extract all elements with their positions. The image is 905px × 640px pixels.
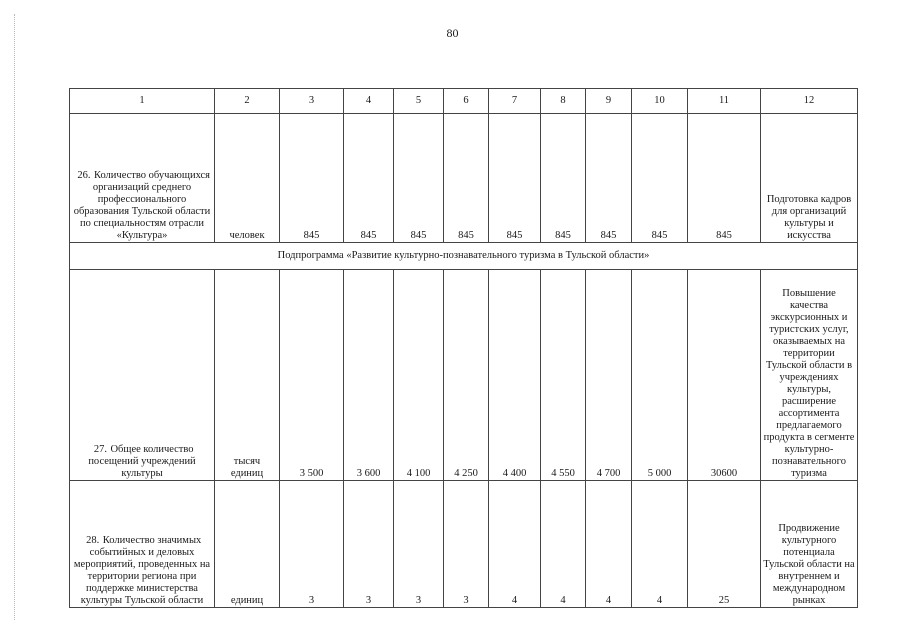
value-cell: 4 700 xyxy=(586,270,632,481)
scan-margin-line xyxy=(14,14,15,620)
expected-result-cell: Продвижение культурного потенциала Тульской области на внутреннем и международном рынках xyxy=(761,481,858,608)
indicator-name: Количество обучающихся организаций среднего профессионального образования Тульской области по специальностям отрасли «Культура» xyxy=(73,170,211,241)
value-cell: 30600 xyxy=(688,270,761,481)
table-row xyxy=(70,114,858,243)
unit-cell: человек xyxy=(215,114,280,243)
value-cell: 4 250 xyxy=(444,270,489,481)
value-cell: 845 xyxy=(632,114,688,243)
value-cell: 845 xyxy=(586,114,632,243)
column-header: 2 xyxy=(215,89,280,114)
table-row xyxy=(70,481,858,608)
value-cell: 845 xyxy=(688,114,761,243)
value-cell: 3 xyxy=(394,481,444,608)
column-header: 7 xyxy=(489,89,541,114)
value-cell: 3 xyxy=(280,481,344,608)
column-header: 8 xyxy=(541,89,586,114)
value-cell: 25 xyxy=(688,481,761,608)
expected-result-cell: Повышение качества экскурсионных и туристских услуг, оказываемых на территории Тульской области в учреждениях культуры, расширение ассортимента предлагаемого продукта в сегменте культурно-познавательного туризма xyxy=(761,270,858,481)
column-header: 10 xyxy=(632,89,688,114)
value-cell: 845 xyxy=(394,114,444,243)
page-number: 80 xyxy=(446,26,459,40)
column-header: 4 xyxy=(344,89,394,114)
indicator-name: Количество значимых событийных и деловых мероприятий, проведенных на территории региона при поддержке министерства культуры Тульской области xyxy=(73,535,211,606)
indicator-name-cell xyxy=(70,481,215,608)
subprogram-row xyxy=(70,243,858,270)
indicator-name-cell xyxy=(70,114,215,243)
column-header: 9 xyxy=(586,89,632,114)
value-cell: 4 xyxy=(632,481,688,608)
value-cell: 4 550 xyxy=(541,270,586,481)
indicator-name: Общее количество посещений учреждений культуры xyxy=(88,444,196,479)
indicator-name-cell xyxy=(70,270,215,481)
column-header: 6 xyxy=(444,89,489,114)
value-cell: 3 xyxy=(344,481,394,608)
column-header: 5 xyxy=(394,89,444,114)
row-number: 28. xyxy=(86,535,100,546)
value-cell: 3 600 xyxy=(344,270,394,481)
value-cell: 4 xyxy=(489,481,541,608)
indicators-table xyxy=(69,88,858,608)
column-header: 11 xyxy=(688,89,761,114)
value-cell: 5 000 xyxy=(632,270,688,481)
value-cell: 3 xyxy=(444,481,489,608)
value-cell: 4 xyxy=(541,481,586,608)
subprogram-title: Подпрограмма «Развитие культурно-познавательного туризма в Тульской области» xyxy=(70,243,858,270)
value-cell: 845 xyxy=(280,114,344,243)
table-row xyxy=(70,270,858,481)
value-cell: 4 400 xyxy=(489,270,541,481)
value-cell: 845 xyxy=(489,114,541,243)
unit-cell: тысяч единиц xyxy=(215,270,280,481)
value-cell: 845 xyxy=(344,114,394,243)
column-header: 1 xyxy=(70,89,215,114)
column-header: 3 xyxy=(280,89,344,114)
value-cell: 4 xyxy=(586,481,632,608)
row-number: 27. xyxy=(93,444,108,455)
row-number: 26. xyxy=(77,170,91,181)
expected-result-cell: Подготовка кадров для организаций культуры и искусства xyxy=(761,114,858,243)
value-cell: 845 xyxy=(541,114,586,243)
unit-cell: единиц xyxy=(215,481,280,608)
value-cell: 4 100 xyxy=(394,270,444,481)
column-header: 12 xyxy=(761,89,858,114)
value-cell: 845 xyxy=(444,114,489,243)
column-header-row xyxy=(70,89,858,114)
value-cell: 3 500 xyxy=(280,270,344,481)
